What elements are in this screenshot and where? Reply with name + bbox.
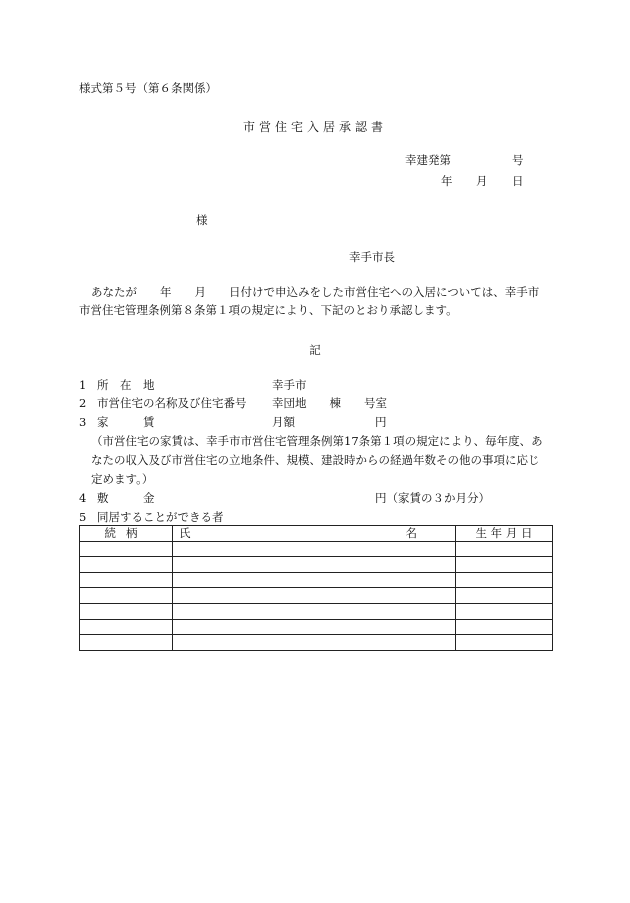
item-label: 家 賃	[97, 415, 155, 429]
table-row	[80, 603, 553, 619]
name-cell[interactable]	[173, 619, 456, 635]
name-header-surname: 氏	[179, 525, 191, 540]
table-row	[80, 557, 553, 573]
household-table-body	[80, 541, 553, 650]
body-text-line: あなたが 年 月 日付けで申込みをした市営住宅への入居については、幸手市	[91, 285, 540, 299]
name-cell[interactable]	[173, 572, 456, 588]
name-cell[interactable]	[173, 541, 456, 557]
table-row	[80, 619, 553, 635]
birthdate-header: 生 年 月 日	[456, 526, 553, 542]
name-cell[interactable]	[173, 588, 456, 604]
relation-cell[interactable]	[80, 603, 173, 619]
date-day: 日	[512, 174, 524, 188]
birthdate-cell[interactable]	[456, 588, 553, 604]
item-value: 円（家賃の３か月分）	[375, 491, 490, 505]
item-number: 3	[79, 415, 87, 429]
ki-heading: 記	[309, 343, 321, 357]
doc-number-prefix: 幸建発第	[405, 153, 451, 167]
name-header	[173, 526, 456, 542]
household-table	[79, 525, 553, 651]
birthdate-cell[interactable]	[456, 619, 553, 635]
date-year: 年	[441, 174, 453, 188]
item-value: 幸手市	[272, 378, 307, 392]
item-number: 5	[79, 510, 87, 524]
rent-note-line: 定めます。）	[91, 472, 154, 486]
name-header-given: 名	[405, 525, 417, 540]
item-number: 4	[79, 491, 87, 505]
table-row	[80, 572, 553, 588]
item-number: 1	[79, 378, 87, 392]
name-cell[interactable]	[173, 557, 456, 573]
doc-number-suffix: 号	[512, 153, 524, 167]
item-label: 所 在 地	[97, 378, 155, 392]
rent-note-line: なたの収入及び市営住宅の立地条件、規模、建設時からの経過年数その他の事項に応じ	[91, 453, 540, 467]
item-unit: 円	[375, 415, 387, 429]
table-header-row	[80, 526, 553, 542]
body-text-line: 市営住宅管理条例第８条第１項の規定により、下記のとおり承認します。	[79, 303, 458, 317]
date-month: 月	[476, 174, 488, 188]
item-label: 市営住宅の名称及び住宅番号	[97, 396, 247, 410]
item-label: 同居することができる者	[97, 510, 224, 524]
table-row	[80, 541, 553, 557]
name-cell[interactable]	[173, 635, 456, 651]
item-label: 敷 金	[97, 491, 155, 505]
birthdate-cell[interactable]	[456, 572, 553, 588]
recipient-honorific: 様	[196, 213, 208, 227]
relation-cell[interactable]	[80, 635, 173, 651]
item-value: 月額	[272, 415, 295, 429]
name-cell[interactable]	[173, 603, 456, 619]
birthdate-cell[interactable]	[456, 557, 553, 573]
item-value: 幸団地 棟 号室	[272, 396, 387, 410]
relation-cell[interactable]	[80, 557, 173, 573]
birthdate-cell[interactable]	[456, 541, 553, 557]
relation-cell[interactable]	[80, 619, 173, 635]
item-number: 2	[79, 396, 87, 410]
birthdate-cell[interactable]	[456, 635, 553, 651]
table-row	[80, 588, 553, 604]
table-row	[80, 635, 553, 651]
relation-cell[interactable]	[80, 541, 173, 557]
form-number: 様式第５号（第６条関係）	[79, 81, 217, 95]
issuer-name: 幸手市長	[349, 250, 395, 264]
relation-cell[interactable]	[80, 588, 173, 604]
rent-note-line: （市営住宅の家賃は、幸手市市営住宅管理条例第17条第１項の規定により、毎年度、あ	[91, 434, 543, 448]
document-title: 市営住宅入居承認書	[242, 120, 387, 134]
relation-header: 続柄	[80, 526, 173, 542]
birthdate-cell[interactable]	[456, 603, 553, 619]
relation-cell[interactable]	[80, 572, 173, 588]
